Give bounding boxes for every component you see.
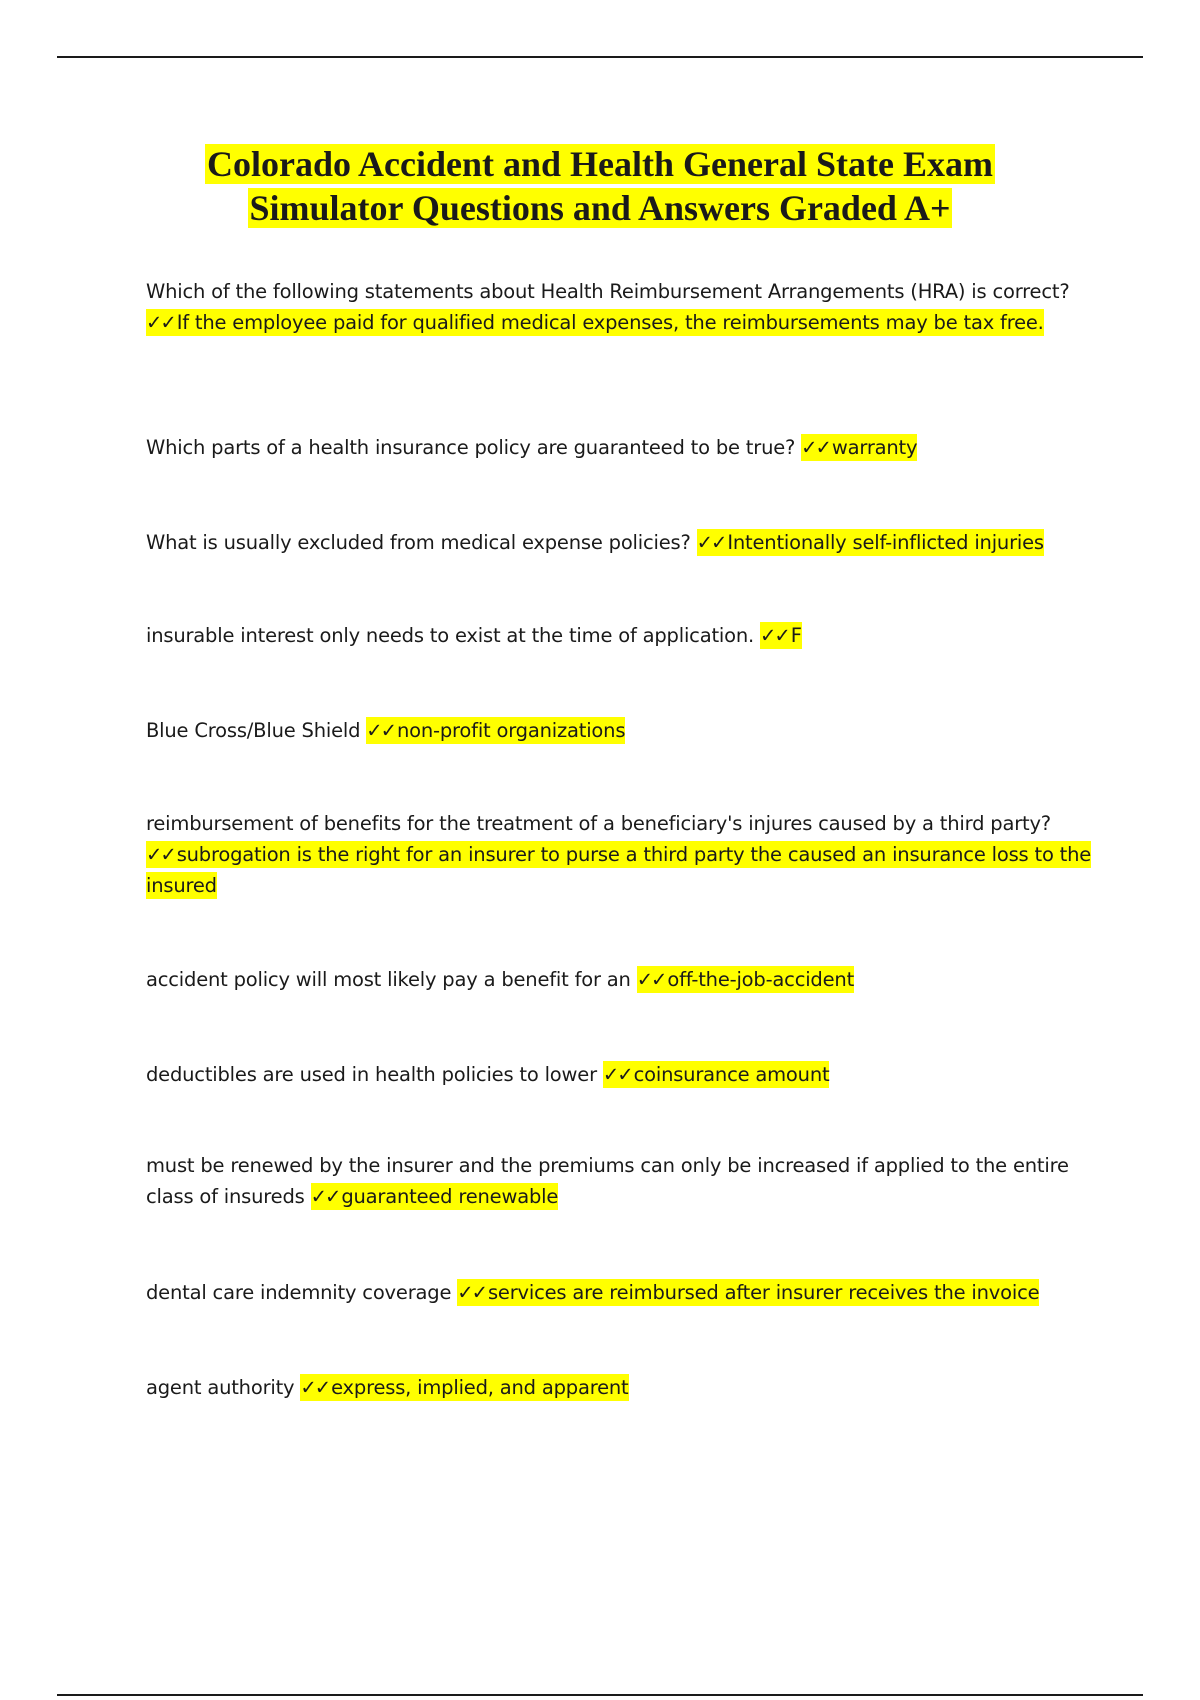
answer-text: warranty bbox=[831, 436, 918, 459]
question-text: Blue Cross/Blue Shield bbox=[146, 719, 361, 742]
question-text: deductibles are used in health policies to lower bbox=[146, 1063, 597, 1086]
double-check-icon: ✓✓ bbox=[801, 436, 830, 459]
qa-item bbox=[146, 1277, 1096, 1308]
qa-item bbox=[146, 276, 1096, 338]
title-line-2: Simulator Questions and Answers Graded A+ bbox=[249, 188, 951, 228]
answer-highlight bbox=[801, 434, 917, 461]
qa-item bbox=[146, 527, 1096, 558]
double-check-icon: ✓✓ bbox=[760, 624, 789, 647]
double-check-icon: ✓✓ bbox=[696, 531, 726, 554]
bottom-rule bbox=[57, 1694, 1143, 1696]
answer-text: Intentionally self-inflicted injuries bbox=[727, 531, 1044, 554]
question-text: What is usually excluded from medical expense policies? bbox=[146, 531, 691, 554]
top-rule bbox=[57, 56, 1143, 58]
answer-text: off-the-job-accident bbox=[667, 968, 855, 991]
answer-highlight bbox=[697, 529, 1044, 556]
double-check-icon: ✓✓ bbox=[310, 1185, 340, 1208]
double-check-icon: ✓✓ bbox=[300, 1376, 330, 1399]
question-text: Which parts of a health insurance policy are guaranteed to be true? bbox=[146, 436, 796, 459]
answer-highlight bbox=[760, 622, 802, 649]
double-check-icon: ✓✓ bbox=[602, 1063, 632, 1086]
answer-text: coinsurance amount bbox=[633, 1063, 830, 1086]
double-check-icon: ✓✓ bbox=[457, 1281, 486, 1304]
answer-text: services are reimbursed after insurer receives the invoice bbox=[487, 1281, 1040, 1304]
answer-text: F bbox=[790, 624, 802, 647]
qa-item bbox=[146, 1059, 1096, 1090]
qa-item bbox=[146, 1150, 1096, 1212]
answer-text: express, implied, and apparent bbox=[331, 1376, 629, 1399]
qa-item bbox=[146, 808, 1096, 901]
answer-highlight bbox=[637, 966, 854, 993]
question-text: must be renewed by the insurer and the premiums can only be increased if applied to the entire class of insureds bbox=[146, 1154, 1069, 1208]
question-text: accident policy will most likely pay a benefit for an bbox=[146, 968, 631, 991]
answer-text: non-profit organizations bbox=[396, 719, 626, 742]
double-check-icon: ✓✓ bbox=[636, 968, 666, 991]
answer-highlight bbox=[300, 1374, 628, 1401]
answer-highlight bbox=[457, 1279, 1039, 1306]
qa-item bbox=[146, 715, 1096, 746]
answer-text: guaranteed renewable bbox=[341, 1185, 559, 1208]
answer-text: If the employee paid for qualified medical expenses, the reimbursements may be tax free. bbox=[176, 311, 1044, 334]
question-text: insurable interest only needs to exist at the time of application. bbox=[146, 624, 754, 647]
double-check-icon: ✓✓ bbox=[146, 843, 175, 866]
answer-highlight bbox=[603, 1061, 830, 1088]
answer-highlight bbox=[146, 841, 1091, 899]
answer-highlight bbox=[366, 717, 625, 744]
question-text: reimbursement of benefits for the treatment of a beneficiary's injures caused by a third party? bbox=[146, 812, 1051, 835]
qa-item bbox=[146, 1372, 1096, 1403]
double-check-icon: ✓✓ bbox=[366, 719, 395, 742]
double-check-icon: ✓✓ bbox=[146, 311, 175, 334]
question-text: agent authority bbox=[146, 1376, 295, 1399]
qa-item bbox=[146, 964, 1096, 995]
answer-highlight bbox=[146, 309, 1044, 336]
document-title bbox=[80, 142, 1120, 230]
question-text: Which of the following statements about Health Reimbursement Arrangements (HRA) is correct? bbox=[146, 280, 1070, 303]
qa-item bbox=[146, 620, 1096, 651]
qa-item bbox=[146, 432, 1096, 463]
answer-highlight bbox=[311, 1183, 559, 1210]
title-line-1: Colorado Accident and Health General State Exam bbox=[207, 144, 993, 184]
question-text: dental care indemnity coverage bbox=[146, 1281, 452, 1304]
answer-text: subrogation is the right for an insurer to purse a third party the caused an insurance loss to the insured bbox=[146, 843, 1092, 897]
